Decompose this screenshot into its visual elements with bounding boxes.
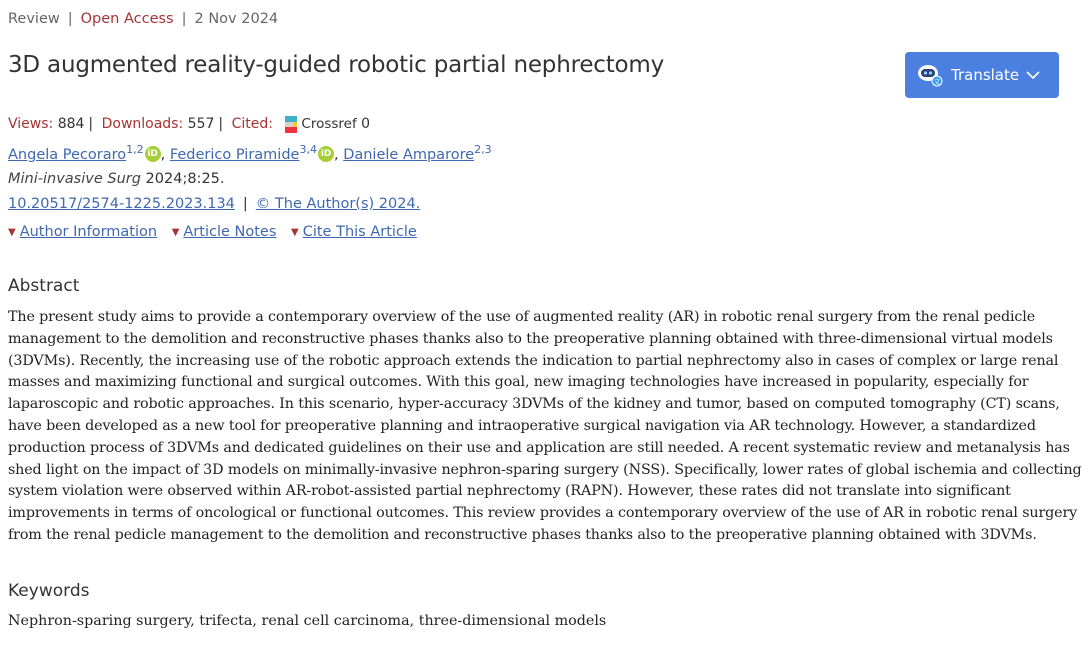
journal-name: Mini-invasive Surg — [8, 171, 141, 187]
author-link[interactable]: Federico Piramide — [169, 146, 300, 163]
chevron-down-icon — [1026, 70, 1040, 80]
article-type: Review — [8, 11, 60, 27]
cited-count: 0 — [361, 116, 371, 132]
doi-line — [8, 196, 420, 212]
cited-label: Cited: — [231, 116, 273, 132]
downloads-label: Downloads: — [101, 116, 184, 132]
author-list: Angela Pecoraro$^{1,2}$ iD , Federico Piramide$^{3,4}$ iD , Daniele Amparore$^{2,3}$ — [8, 143, 492, 163]
article-info-links — [8, 224, 427, 240]
doi-link[interactable]: 10.20517/2574-1225.2023.134 — [8, 196, 235, 212]
meta-separator: | — [67, 11, 73, 27]
svg-text:文: 文 — [933, 78, 941, 86]
triangle-down-icon: ▼ — [291, 227, 299, 238]
journal-volume: 2024;8:25. — [145, 171, 225, 187]
translate-label: Translate — [951, 66, 1020, 84]
author-affiliation[interactable]: 3,4 — [299, 143, 317, 156]
publish-date: 2 Nov 2024 — [194, 11, 279, 27]
article-meta — [8, 11, 278, 27]
journal-citation — [8, 171, 225, 187]
stats-separator: | — [88, 116, 94, 132]
author-link[interactable]: Daniele Amparore — [343, 146, 475, 163]
author-affiliation[interactable]: 2,3 — [474, 143, 492, 156]
stats-separator: | — [218, 116, 224, 132]
abstract-heading: Abstract — [8, 276, 80, 296]
crossref-label: Crossref — [301, 116, 357, 132]
author-link[interactable]: Angela Pecoraro — [8, 146, 127, 163]
copyright-link[interactable]: © The Author(s) 2024. — [255, 196, 421, 212]
article-stats — [8, 114, 370, 134]
downloads-count: 557 — [187, 116, 215, 132]
keywords-heading: Keywords — [8, 581, 90, 601]
orcid-icon[interactable]: iD — [145, 146, 161, 162]
keywords-text: Nephron-sparing surgery, trifecta, renal cell carcinoma, three-dimensional models — [8, 613, 607, 629]
open-access-badge: Open Access — [80, 11, 174, 27]
cite-article-link[interactable]: Cite This Article — [302, 224, 417, 240]
author-affiliation[interactable]: 1,2 — [126, 143, 144, 156]
robot-icon — [917, 63, 943, 87]
author-information-toggle[interactable] — [8, 224, 157, 240]
meta-separator: | — [181, 11, 187, 27]
author-information-link[interactable]: Author Information — [19, 224, 158, 240]
article-notes-toggle[interactable] — [172, 224, 277, 240]
views-label: Views: — [8, 116, 54, 132]
page-title: 3D augmented reality-guided robotic partial nephrectomy — [8, 52, 665, 78]
doi-separator: | — [242, 196, 248, 212]
triangle-down-icon: ▼ — [8, 227, 16, 238]
triangle-down-icon: ▼ — [171, 227, 180, 238]
article-notes-link[interactable]: Article Notes — [183, 224, 277, 240]
orcid-icon[interactable]: iD — [318, 146, 334, 162]
crossref-icon — [283, 114, 299, 134]
cite-article-toggle[interactable] — [291, 224, 417, 240]
views-count: 884 — [57, 116, 85, 132]
abstract-text: The present study aims to provide a contemporary overview of the use of augmented reality (AR) in robotic renal surgery from the renal pedicle management to the demolition and reconstructive phases thanks also to the preoperative planning obtained with three-dimensional virtual models (3DVMs). Recently, the increasing use of the robotic approach extends the indication to partial nephrectomy also in cases of complex or large renal masses and maximizing functional and surgical outcomes. With this goal, new imaging technologies have increased in popularity, especially for laparoscopic and robotic approaches. In this scenario, hyper-accuracy 3DVMs of the kidney and tumor, based on computed tomography (CT) scans, have been developed as a new tool for preoperative planning and intraoperative surgical navigation via AR technology. However, a standardized production process of 3DVMs and dedicated guidelines on their use and application are still needed. A recent systematic review and metanalysis has shed light on the impact of 3D models on minimally-invasive nephron-sparing surgery (NSS). Specifically, lower rates of global ischemia and collecting system violation were observed within AR-robot-assisted partial nephrectomy (RAPN). However, these rates did not translate into significant improvements in terms of oncological or functional outcomes. This review provides a contemporary overview of the use of AR in robotic renal surgery from the renal pedicle management to the demolition and reconstructive phases thanks also to the preoperative planning obtained with 3DVMs. — [8, 309, 1082, 543]
crossref-badge[interactable] — [283, 114, 356, 134]
translate-button[interactable] — [905, 52, 1059, 98]
